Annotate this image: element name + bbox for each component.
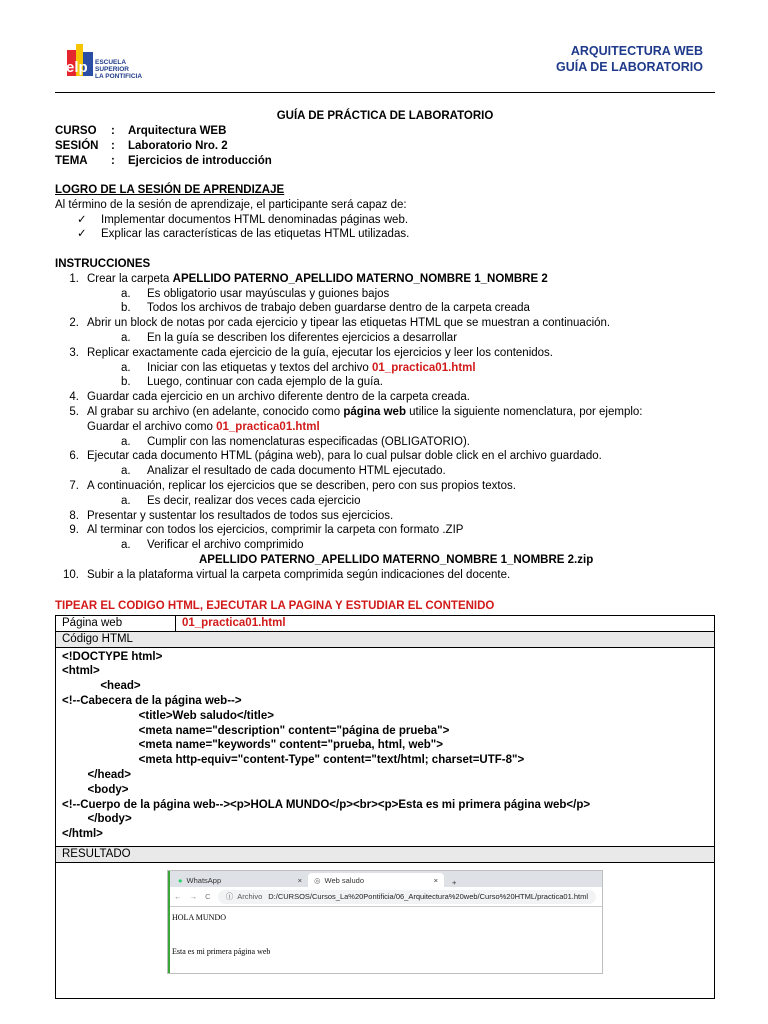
browser-viewport xyxy=(168,907,602,963)
sub-text: Analizar el resultado de cada documento HTML ejecutado. xyxy=(147,465,446,478)
logo-caption-line: LA PONTIFICIA xyxy=(95,72,143,80)
browser-screenshot xyxy=(167,870,603,974)
codigo-label: Código HTML xyxy=(62,632,133,645)
file-name: 01_practica01.html xyxy=(216,420,320,433)
list-item xyxy=(55,316,715,331)
checklist-item xyxy=(55,227,715,242)
rendered-paragraph: Esta es mi primera página web xyxy=(172,947,271,956)
sub-item xyxy=(55,301,715,316)
sub-letter: a. xyxy=(121,539,131,552)
section-intro: Al término de la sesión de aprendizaje, el participante será capaz de: xyxy=(55,198,407,211)
text-run: Crear la carpeta xyxy=(87,272,173,285)
sub-letter: b. xyxy=(121,302,131,315)
html-code-block: <!DOCTYPE html> <html> <head> <!--Cabecera de la página web--> <title>Web saludo</title> <meta name="description" content="página de prueba"> <meta name="keywords" content="prueba, html, web"> <meta http-equiv="content-Type" content="text/html; charset=UTF-8"> </head> <body> <!--Cuerpo de la página web--><p>HOLA MUNDO</p><br><p>Esta es mi primera página web</p> </body> </html> xyxy=(62,650,591,841)
list-number: 4. xyxy=(69,391,79,404)
logo-caption xyxy=(95,60,142,80)
new-tab-icon: + xyxy=(452,878,457,887)
sub-text: En la guía se describen los diferentes ejercicios a desarrollar xyxy=(147,331,458,344)
sub-text: Verificar el archivo comprimido xyxy=(147,539,304,552)
sub-item xyxy=(55,494,715,509)
page-header xyxy=(55,38,715,93)
sub-item xyxy=(55,375,715,390)
sub-item xyxy=(55,287,715,302)
list-item xyxy=(55,479,715,494)
url-scheme-label: Archivo xyxy=(237,892,263,901)
meta-row-curso xyxy=(55,124,272,139)
folder-name: APELLIDO PATERNO_APELLIDO MATERNO_NOMBRE 1_NOMBRE 2 xyxy=(172,272,548,285)
table-row xyxy=(56,616,714,632)
sub-item xyxy=(55,464,715,479)
sub-text: Cumplir con las nomenclaturas especificadas (OBLIGATORIO). xyxy=(147,435,470,448)
rendered-paragraph: HOLA MUNDO xyxy=(172,913,226,922)
list-number: 5. xyxy=(69,405,79,418)
logo-caption-line: SUPERIOR xyxy=(95,65,129,73)
sub-letter: a. xyxy=(121,494,131,507)
resultado-label: RESULTADO xyxy=(62,847,131,860)
course-title: ARQUITECTURA WEB xyxy=(570,44,703,58)
whatsapp-icon: ● xyxy=(178,875,183,885)
table-row xyxy=(56,648,714,847)
practice-heading: TIPEAR EL CODIGO HTML, EJECUTAR LA PAGINA Y ESTUDIAR EL CONTENIDO xyxy=(55,600,495,612)
logo-caption-line: ESCUELA xyxy=(95,59,127,66)
meta-value: Arquitectura WEB xyxy=(128,125,227,137)
meta-colon: : xyxy=(111,125,115,137)
text-run: Al grabar su archivo (en adelante, conocido como xyxy=(87,405,344,418)
meta-row-tema xyxy=(55,154,272,169)
learning-outcome-section xyxy=(55,183,715,242)
section-heading: INSTRUCCIONES xyxy=(55,258,151,270)
checklist-item xyxy=(55,213,715,228)
meta-value: Laboratorio Nro. 2 xyxy=(128,139,228,152)
pagina-value: 01_practica01.html xyxy=(182,617,286,629)
list-item xyxy=(55,509,715,524)
list-text xyxy=(87,272,715,287)
list-item xyxy=(55,272,715,287)
table-row xyxy=(56,632,714,648)
tab-label: Web saludo xyxy=(324,875,365,885)
tab-label: WhatsApp xyxy=(186,875,222,885)
list-text: A continuación, replicar los ejercicios que se describen, pero con sus propios textos. xyxy=(87,479,516,492)
list-item xyxy=(55,346,715,361)
url-field xyxy=(218,890,596,904)
list-text: Al terminar con todos los ejercicios, comprimir la carpeta con formato .ZIP xyxy=(87,524,464,537)
sub-text: Es decir, realizar dos veces cada ejercicio xyxy=(147,494,361,507)
table-row xyxy=(56,847,714,863)
list-number: 1. xyxy=(69,272,79,285)
list-number: 6. xyxy=(69,450,79,463)
list-text: Subir a la plataforma virtual la carpeta comprimida según indicaciones del docente. xyxy=(87,568,511,581)
meta-label: CURSO xyxy=(55,125,97,137)
checklist-text: Implementar documentos HTML denominadas páginas web. xyxy=(101,213,409,226)
close-icon: × xyxy=(433,875,438,885)
sub-letter: a. xyxy=(121,435,131,448)
list-item xyxy=(55,390,715,405)
text-run: Iniciar con las etiquetas y textos del archivo xyxy=(147,361,373,374)
meta-colon: : xyxy=(111,139,115,152)
pagina-label: Página web xyxy=(56,616,176,631)
globe-icon: ◎ xyxy=(314,875,321,885)
list-text: Ejecutar cada documento HTML (página web), para lo cual pulsar doble click en el archivo guardado. xyxy=(87,450,602,463)
sub-letter: a. xyxy=(121,331,131,344)
list-number: 2. xyxy=(69,317,79,330)
meta-colon: : xyxy=(111,154,115,167)
sub-letter: b. xyxy=(121,376,131,389)
check-icon: ✓ xyxy=(77,228,87,241)
logo-mark-icon xyxy=(63,42,97,82)
section-heading: LOGRO DE LA SESIÓN DE APRENDIZAJE xyxy=(55,184,285,196)
list-item xyxy=(55,449,715,464)
list-number: 7. xyxy=(69,479,79,492)
meta-label: TEMA xyxy=(55,154,88,167)
window-edge xyxy=(168,871,170,973)
instructions-section xyxy=(55,257,715,583)
list-text: Replicar exactamente cada ejercicio de la guía, ejecutar los ejercicios y leer los contenidos. xyxy=(87,346,553,359)
institution-logo xyxy=(63,42,173,86)
info-icon: ⓘ xyxy=(225,892,234,901)
sub-text: Luego, continuar con cada ejemplo de la guía. xyxy=(147,376,383,389)
browser-tab-whatsapp xyxy=(172,873,308,887)
sub-text: Todos los archivos de trabajo deben guardarse dentro de la carpeta creada xyxy=(147,302,530,315)
list-number: 9. xyxy=(69,524,79,537)
document-title xyxy=(556,43,703,75)
meta-row-sesion xyxy=(55,139,272,154)
url-text: D:/CURSOS/Cursos_La%20Pontificia/06_Arquitectura%20web/Curso%20HTML/practica01.html xyxy=(268,892,588,901)
list-item xyxy=(55,405,715,435)
sub-letter: a. xyxy=(121,361,131,374)
sub-item xyxy=(55,538,715,553)
close-icon: × xyxy=(297,875,302,885)
sub-letter: a. xyxy=(121,287,131,300)
list-text: Abrir un block de notas por cada ejercicio y tipear las etiquetas HTML que se muestran a continuación. xyxy=(87,317,611,330)
list-text: Guardar cada ejercicio en un archivo diferente dentro de la carpeta creada. xyxy=(87,391,470,404)
checklist-text: Explicar las características de las etiquetas HTML utilizadas. xyxy=(101,228,410,241)
course-meta xyxy=(55,124,272,168)
browser-tab-web-saludo xyxy=(308,873,444,887)
list-number: 3. xyxy=(69,346,79,359)
list-number: 10. xyxy=(63,568,79,581)
text-run: utilice la siguiente nomenclatura, por ejemplo: xyxy=(405,405,643,418)
page-title: GUÍA DE PRÁCTICA DE LABORATORIO xyxy=(276,110,494,122)
sub-item xyxy=(55,361,715,376)
check-icon: ✓ xyxy=(77,213,87,226)
zip-file-name: APELLIDO PATERNO_APELLIDO MATERNO_NOMBRE 1_NOMBRE 2.zip xyxy=(199,553,594,566)
meta-value: Ejercicios de introducción xyxy=(128,154,272,167)
guide-title: GUÍA DE LABORATORIO xyxy=(556,60,703,74)
text-run: Guardar el archivo como xyxy=(87,420,217,433)
sub-item xyxy=(55,331,715,346)
sub-letter: a. xyxy=(121,465,131,478)
list-text: Presentar y sustentar los resultados de todos sus ejercicios. xyxy=(87,509,394,522)
browser-address-bar xyxy=(168,887,602,907)
meta-label: SESIÓN xyxy=(55,139,99,152)
list-item xyxy=(55,523,715,538)
list-number: 8. xyxy=(69,509,79,522)
list-item xyxy=(55,568,715,583)
logo-letters: elp xyxy=(66,59,88,76)
bold-term: página web xyxy=(343,405,406,418)
sub-text xyxy=(147,361,476,376)
sub-text: Es obligatorio usar mayúsculas y guiones bajos xyxy=(147,287,390,300)
file-name: 01_practica01.html xyxy=(372,361,476,374)
nav-arrows-icon: ← → C xyxy=(174,892,214,901)
browser-tab-bar xyxy=(168,871,602,887)
sub-item xyxy=(55,435,715,450)
list-text xyxy=(87,405,715,435)
